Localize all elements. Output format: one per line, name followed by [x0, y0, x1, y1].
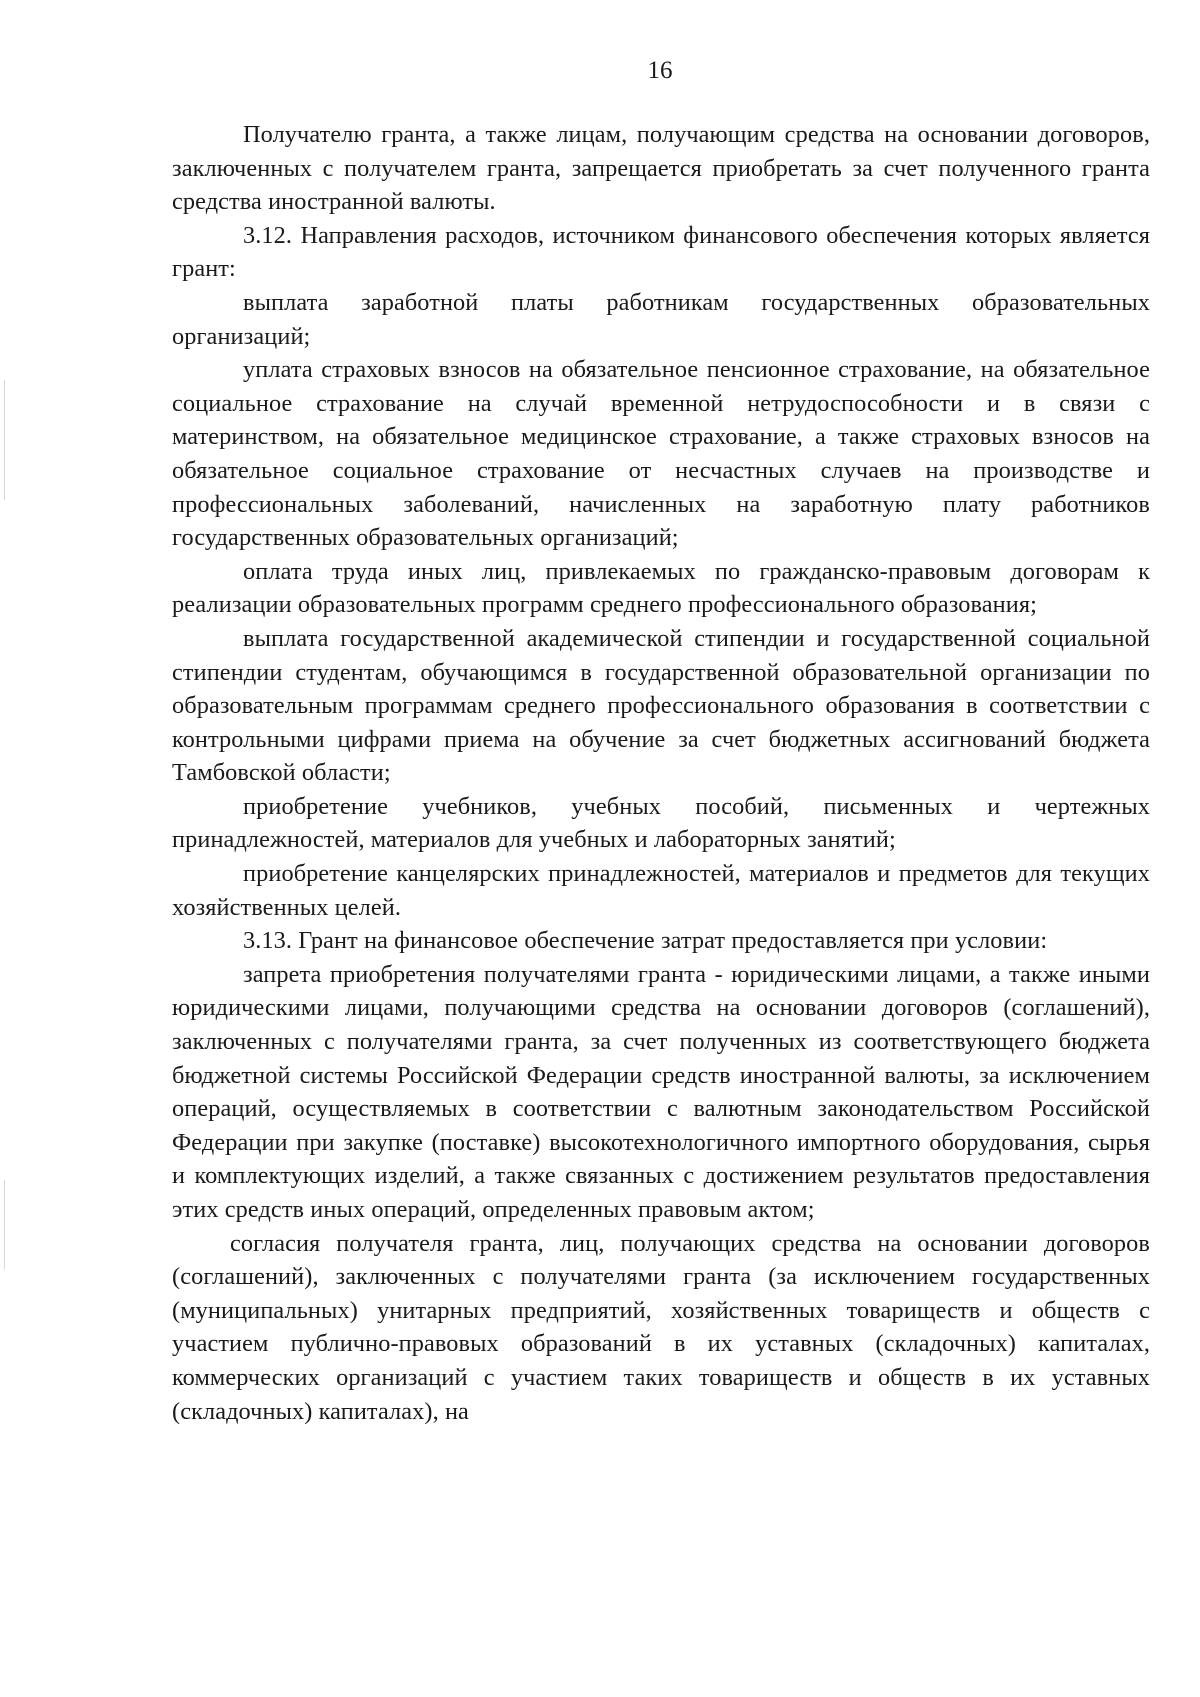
paragraph: уплата страховых взносов на обязательное пенсионное страхование, на обязательное социальное страхование на случай временной нетрудоспособности и в связи с материнством, на обязательное медицинское страхование, а также страховых взносов на обязательное социальное страхование от несчастных случаев на производстве и профессиональных заболеваний, начисленных на заработную плату работников государственных образовательных организаций;	[172, 356, 1150, 552]
paragraph: Получателю гранта, а также лицам, получающим средства на основании договоров, заключенных с получателем гранта, запрещается приобретать за счет полученного гранта средства иностранной валюты.	[172, 121, 1150, 216]
scan-edge-mark	[4, 1180, 5, 1270]
paragraph: приобретение учебников, учебных пособий, письменных и чертежных принадлежностей, материалов для учебных и лабораторных занятий;	[172, 792, 1150, 854]
paragraph: согласия получателя гранта, лиц, получающих средства на основании договоров (соглашений), заключенных с получателями гранта (за исключением государственных (муниципальных) унитарных предприятий, хозяйственных товариществ и обществ с участием публично-правовых образований в их уставных (складочных) капиталах, коммерческих организаций с участием таких товариществ и обществ в их уставных (складочных) капиталах), на	[172, 1229, 1150, 1425]
paragraph: запрета приобретения получателями гранта - юридическими лицами, а также иными юридическими лицами, получающими средства на основании договоров (соглашений), заключенных с получателями гранта, за счет полученных из соответствующего бюджета бюджетной системы Российской Федерации средств иностранной валюты, за исключением операций, осуществляемых в соответствии с валютным законодательством Российской Федерации при закупке (поставке) высокотехнологичного импортного оборудования, сырья и комплектующих изделий, а также связанных с достижением результатов предоставления этих средств иных операций, определенных правовым актом;	[172, 960, 1150, 1223]
document-body	[172, 118, 1150, 1428]
paragraph: приобретение канцелярских принадлежностей, материалов и предметов для текущих хозяйственных целей.	[172, 860, 1150, 921]
paragraph: 3.12. Направления расходов, источником финансового обеспечения которых является грант:	[172, 221, 1150, 283]
paragraph: выплата государственной академической стипендии и государственной социальной стипендии студентам, обучающимся в государственной образовательной организации по образовательным программам среднего профессионального образования в соответствии с контрольными цифрами приема на обучение за счет бюджетных ассигнований бюджета Тамбовской области;	[172, 624, 1150, 787]
paragraph: 3.13. Грант на финансовое обеспечение затрат предоставляется при условии:	[243, 927, 1048, 955]
scan-edge-mark	[4, 380, 5, 500]
page-number: 16	[647, 57, 673, 84]
paragraph: выплата заработной платы работникам государственных образовательных организаций;	[172, 288, 1150, 350]
paragraph: оплата труда иных лиц, привлекаемых по гражданско-правовым договорам к реализации образовательных программ среднего профессионального образования;	[172, 557, 1150, 619]
